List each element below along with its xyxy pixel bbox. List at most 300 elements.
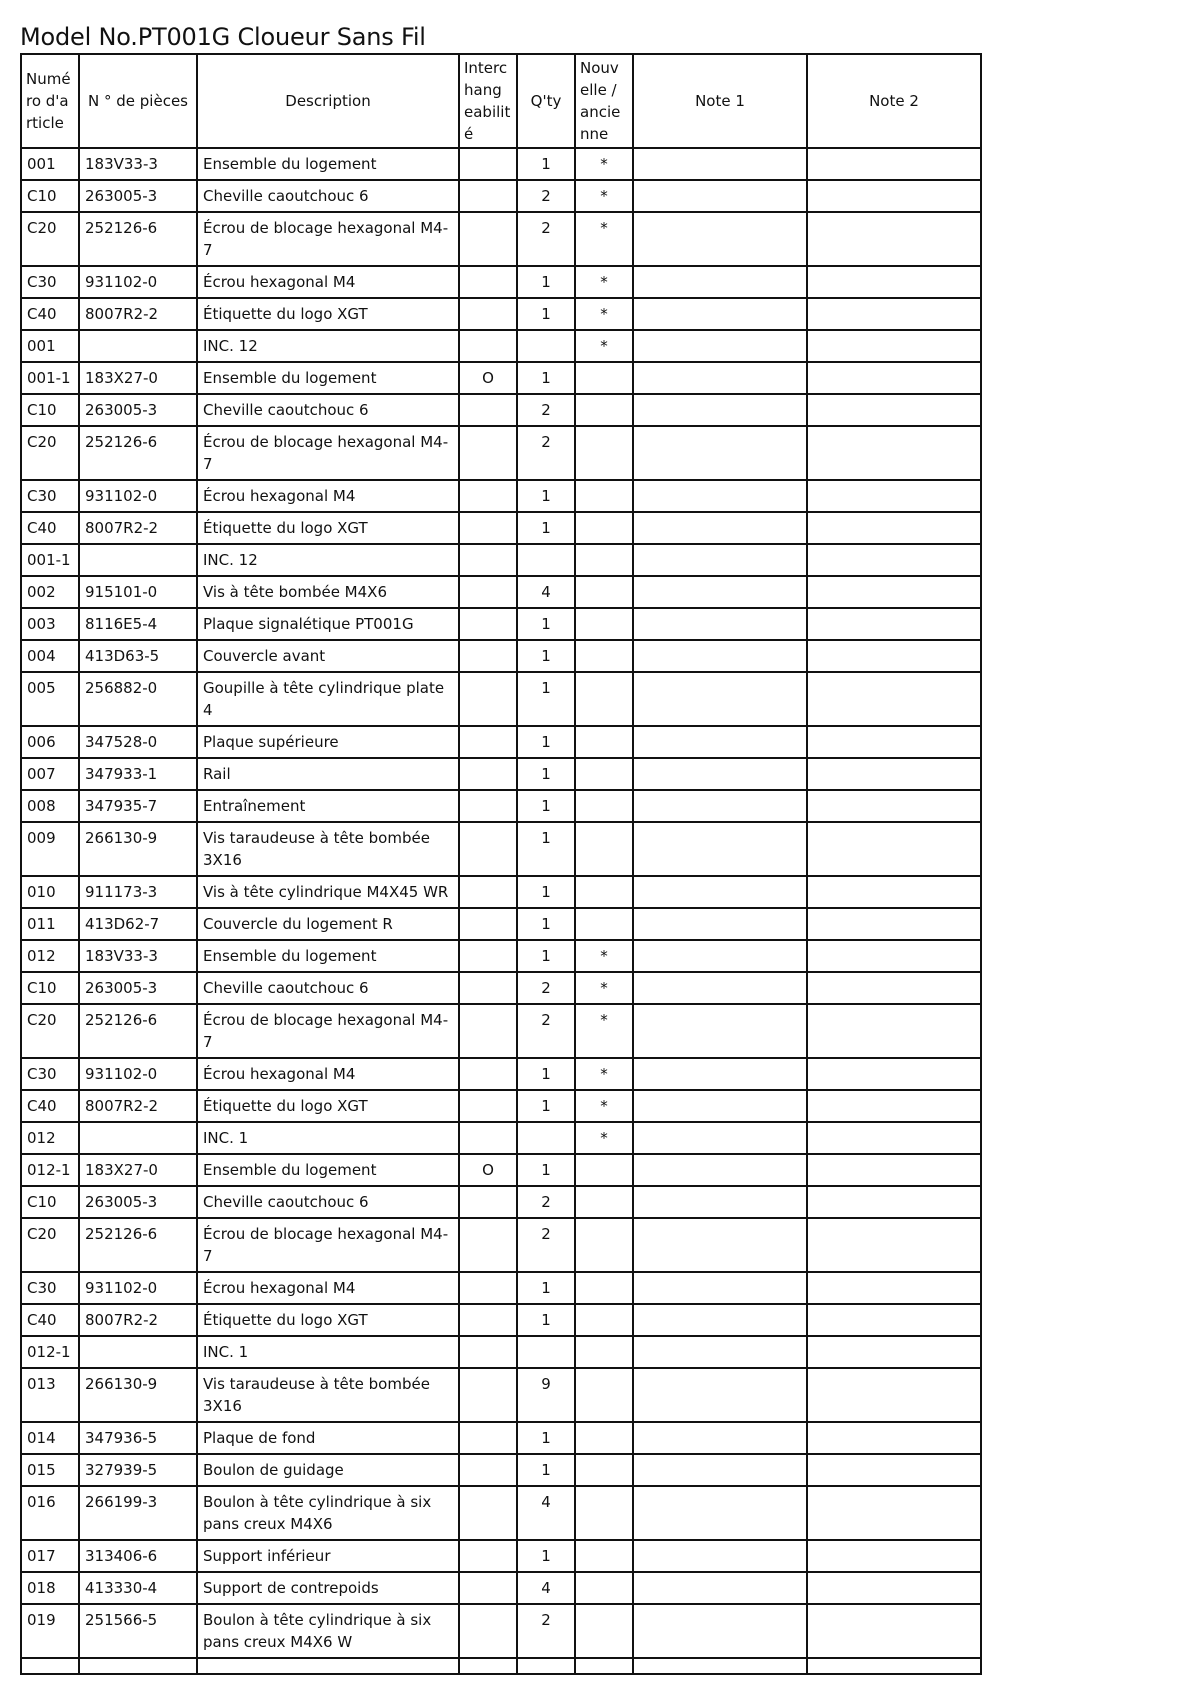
cell-description: Écrou de blocage hexagonal M4-7	[197, 1004, 459, 1058]
cell-new-old: *	[575, 298, 633, 330]
table-row	[21, 1218, 981, 1272]
cell-qty: 1	[517, 640, 575, 672]
cell-new-old: *	[575, 148, 633, 180]
cell-item-no: 018	[21, 1572, 79, 1604]
table-row	[21, 1004, 981, 1058]
cell-new-old	[575, 426, 633, 480]
cell-part-no: 8007R2-2	[79, 1304, 197, 1336]
cell-note1	[633, 480, 807, 512]
cell-item-no: 012	[21, 1122, 79, 1154]
cell-note2	[807, 298, 981, 330]
cell-note1	[633, 790, 807, 822]
cell-note1	[633, 908, 807, 940]
table-row	[21, 480, 981, 512]
cell-new-old: *	[575, 940, 633, 972]
cell-note1	[633, 426, 807, 480]
cell-note1	[633, 608, 807, 640]
cell-note1	[633, 266, 807, 298]
cell-new-old	[575, 1368, 633, 1422]
cell-part-no	[79, 1336, 197, 1368]
cell-note1	[633, 298, 807, 330]
cell-note2	[807, 1454, 981, 1486]
table-row	[21, 608, 981, 640]
cell-new-old: *	[575, 330, 633, 362]
cell-description: Étiquette du logo XGT	[197, 298, 459, 330]
table-row	[21, 1272, 981, 1304]
table-row	[21, 1604, 981, 1658]
cell-note2	[807, 1572, 981, 1604]
cell-qty: 1	[517, 758, 575, 790]
cell-interchangeability	[459, 1422, 517, 1454]
header-item-no: Numé ro d'a rticle	[21, 54, 79, 148]
table-row	[21, 394, 981, 426]
header-note2: Note 2	[807, 54, 981, 148]
cell-interchangeability	[459, 1090, 517, 1122]
cell-item-no: C10	[21, 1186, 79, 1218]
cell-part-no: 347933-1	[79, 758, 197, 790]
cell-note2	[807, 1604, 981, 1658]
cell-item-no: 003	[21, 608, 79, 640]
cell-item-no: 008	[21, 790, 79, 822]
cell-note1	[633, 1218, 807, 1272]
cell-description: Cheville caoutchouc 6	[197, 1186, 459, 1218]
cell-new-old: *	[575, 1004, 633, 1058]
cell-note2	[807, 790, 981, 822]
cell-note2	[807, 608, 981, 640]
cell-part-no: 183X27-0	[79, 1154, 197, 1186]
cell-note1	[633, 1090, 807, 1122]
cell-note2	[807, 1368, 981, 1422]
cell-new-old	[575, 1572, 633, 1604]
cell-interchangeability	[459, 330, 517, 362]
cell-qty: 1	[517, 1540, 575, 1572]
cell-item-no: C30	[21, 1058, 79, 1090]
cell-note2	[807, 1004, 981, 1058]
cell-qty: 1	[517, 1304, 575, 1336]
cell-part-no: 252126-6	[79, 1004, 197, 1058]
table-row	[21, 758, 981, 790]
cell-qty: 1	[517, 480, 575, 512]
cell-description: Étiquette du logo XGT	[197, 512, 459, 544]
cell-description: Boulon de guidage	[197, 1454, 459, 1486]
cell-interchangeability	[459, 908, 517, 940]
cell-item-no: 016	[21, 1486, 79, 1540]
cell-new-old	[575, 908, 633, 940]
cell-item-no: 001	[21, 330, 79, 362]
cell-part-no: 347935-7	[79, 790, 197, 822]
table-row	[21, 908, 981, 940]
cell-item-no: C40	[21, 298, 79, 330]
cell-note2	[807, 1058, 981, 1090]
table-row	[21, 1154, 981, 1186]
cell-qty: 9	[517, 1368, 575, 1422]
cell-note1	[633, 1572, 807, 1604]
cell-part-no: 266130-9	[79, 1368, 197, 1422]
cell-part-no: 256882-0	[79, 672, 197, 726]
cell-item-no: 009	[21, 822, 79, 876]
cell-description: Vis à tête bombée M4X6	[197, 576, 459, 608]
cell-note1	[633, 330, 807, 362]
cell-part-no: 931102-0	[79, 1058, 197, 1090]
cell-note2	[807, 1422, 981, 1454]
cell-new-old	[575, 362, 633, 394]
cell-description: Écrou hexagonal M4	[197, 480, 459, 512]
cell-description: Boulon à tête cylindrique à six pans creux M4X6	[197, 1486, 459, 1540]
table-row	[21, 726, 981, 758]
cell-description: Vis taraudeuse à tête bombée 3X16	[197, 1368, 459, 1422]
cell-item-no: 012-1	[21, 1336, 79, 1368]
cell-description: Support inférieur	[197, 1540, 459, 1572]
table-row	[21, 672, 981, 726]
cell-part-no	[79, 330, 197, 362]
cell-item-no: 019	[21, 1604, 79, 1658]
cell-interchangeability	[459, 544, 517, 576]
cell-interchangeability	[459, 1336, 517, 1368]
header-new-old: Nouv elle / ancie nne	[575, 54, 633, 148]
table-row	[21, 1368, 981, 1422]
cell-description: INC. 12	[197, 544, 459, 576]
cell-item-no: 010	[21, 876, 79, 908]
cell-description: Goupille à tête cylindrique plate 4	[197, 672, 459, 726]
cell-qty: 1	[517, 726, 575, 758]
cell-note2	[807, 266, 981, 298]
cell-note1	[633, 148, 807, 180]
cell-note2	[807, 426, 981, 480]
cell-description: Écrou de blocage hexagonal M4-7	[197, 426, 459, 480]
table-row	[21, 822, 981, 876]
cell-item-no: C10	[21, 180, 79, 212]
cell-new-old	[575, 576, 633, 608]
cell-description: Ensemble du logement	[197, 940, 459, 972]
cell-part-no: 931102-0	[79, 266, 197, 298]
table-row	[21, 876, 981, 908]
table-row	[21, 1122, 981, 1154]
cell-description: INC. 1	[197, 1122, 459, 1154]
cell-description: Plaque de fond	[197, 1422, 459, 1454]
cell-part-no: 183X27-0	[79, 362, 197, 394]
cell-item-no: C20	[21, 426, 79, 480]
cell-note1	[633, 1486, 807, 1540]
cell-note1	[633, 972, 807, 1004]
cell-new-old	[575, 1604, 633, 1658]
cell-interchangeability: O	[459, 362, 517, 394]
cell-qty: 2	[517, 212, 575, 266]
cell-description: Cheville caoutchouc 6	[197, 394, 459, 426]
cell-note2	[807, 362, 981, 394]
cell-description: Entraînement	[197, 790, 459, 822]
cell-qty	[517, 330, 575, 362]
cell-note2	[807, 822, 981, 876]
cell-qty: 2	[517, 1004, 575, 1058]
table-row	[21, 266, 981, 298]
cell-interchangeability	[459, 940, 517, 972]
cell-item-no: 013	[21, 1368, 79, 1422]
table-row-partial	[21, 1658, 981, 1674]
cell-description: Cheville caoutchouc 6	[197, 180, 459, 212]
cell-new-old	[575, 672, 633, 726]
cell-part-no: 263005-3	[79, 394, 197, 426]
table-row	[21, 330, 981, 362]
table-row	[21, 426, 981, 480]
header-qty: Q'ty	[517, 54, 575, 148]
cell-description: Vis à tête cylindrique M4X45 WR	[197, 876, 459, 908]
header-description: Description	[197, 54, 459, 148]
cell-note2	[807, 148, 981, 180]
cell-qty: 2	[517, 394, 575, 426]
cell-description: Écrou hexagonal M4	[197, 1272, 459, 1304]
cell-new-old	[575, 1186, 633, 1218]
cell-part-no: 347936-5	[79, 1422, 197, 1454]
table-row	[21, 362, 981, 394]
cell-item-no: 006	[21, 726, 79, 758]
cell-item-no: 012-1	[21, 1154, 79, 1186]
table-header-row	[21, 54, 981, 148]
cell-part-no: 915101-0	[79, 576, 197, 608]
cell-item-no: C30	[21, 480, 79, 512]
cell-note1	[633, 576, 807, 608]
cell-interchangeability	[459, 1368, 517, 1422]
cell-description: Étiquette du logo XGT	[197, 1304, 459, 1336]
cell-part-no: 8007R2-2	[79, 298, 197, 330]
cell-part-no	[79, 544, 197, 576]
cell-qty: 1	[517, 876, 575, 908]
cell-note1	[633, 394, 807, 426]
cell-qty: 2	[517, 1604, 575, 1658]
cell-note2	[807, 876, 981, 908]
cell-interchangeability	[459, 1058, 517, 1090]
cell-new-old	[575, 1304, 633, 1336]
cell-description: Couvercle du logement R	[197, 908, 459, 940]
table-row	[21, 1540, 981, 1572]
cell-qty: 1	[517, 822, 575, 876]
cell-interchangeability	[459, 608, 517, 640]
cell-part-no: 8007R2-2	[79, 512, 197, 544]
cell-item-no: 002	[21, 576, 79, 608]
cell-description: INC. 1	[197, 1336, 459, 1368]
cell-new-old: *	[575, 180, 633, 212]
cell-interchangeability	[459, 1218, 517, 1272]
cell-new-old	[575, 726, 633, 758]
cell-description: Rail	[197, 758, 459, 790]
header-interchangeability: Interc hang eabilit é	[459, 54, 517, 148]
cell-note2	[807, 1336, 981, 1368]
cell-note1	[633, 1004, 807, 1058]
table-row	[21, 298, 981, 330]
cell-part-no: 252126-6	[79, 426, 197, 480]
cell-note1	[633, 640, 807, 672]
cell-description: Cheville caoutchouc 6	[197, 972, 459, 1004]
cell-description: Étiquette du logo XGT	[197, 1090, 459, 1122]
cell-new-old	[575, 1154, 633, 1186]
cell-note1	[633, 1422, 807, 1454]
cell-item-no: 007	[21, 758, 79, 790]
cell-new-old	[575, 608, 633, 640]
table-row	[21, 1454, 981, 1486]
cell-qty: 1	[517, 512, 575, 544]
cell-item-no: C10	[21, 394, 79, 426]
cell-qty: 1	[517, 940, 575, 972]
cell-new-old: *	[575, 972, 633, 1004]
cell-new-old	[575, 1486, 633, 1540]
cell-qty: 2	[517, 1218, 575, 1272]
cell-item-no: C40	[21, 1304, 79, 1336]
cell-note2	[807, 1272, 981, 1304]
cell-note2	[807, 672, 981, 726]
cell-new-old: *	[575, 1058, 633, 1090]
cell-interchangeability	[459, 394, 517, 426]
cell-new-old	[575, 1218, 633, 1272]
cell-note1	[633, 1336, 807, 1368]
table-row	[21, 1422, 981, 1454]
cell-interchangeability	[459, 1454, 517, 1486]
cell-interchangeability	[459, 726, 517, 758]
cell-new-old	[575, 640, 633, 672]
table-row	[21, 1486, 981, 1540]
cell-note1	[633, 1604, 807, 1658]
cell-part-no: 313406-6	[79, 1540, 197, 1572]
cell-note1	[633, 362, 807, 394]
cell-note2	[807, 940, 981, 972]
cell-interchangeability	[459, 298, 517, 330]
cell-item-no: 014	[21, 1422, 79, 1454]
cell-part-no: 347528-0	[79, 726, 197, 758]
cell-qty: 2	[517, 180, 575, 212]
cell-item-no: 001-1	[21, 362, 79, 394]
cell-new-old	[575, 790, 633, 822]
cell-interchangeability	[459, 266, 517, 298]
cell-interchangeability	[459, 480, 517, 512]
cell-part-no: 413D63-5	[79, 640, 197, 672]
cell-new-old	[575, 876, 633, 908]
cell-qty: 4	[517, 1486, 575, 1540]
cell-part-no: 931102-0	[79, 1272, 197, 1304]
cell-note2	[807, 1218, 981, 1272]
cell-note1	[633, 1540, 807, 1572]
cell-interchangeability	[459, 1004, 517, 1058]
cell-interchangeability	[459, 148, 517, 180]
table-row	[21, 940, 981, 972]
cell-interchangeability	[459, 180, 517, 212]
cell-part-no: 263005-3	[79, 180, 197, 212]
cell-description: Ensemble du logement	[197, 1154, 459, 1186]
cell-note2	[807, 640, 981, 672]
cell-note2	[807, 394, 981, 426]
cell-description: Vis taraudeuse à tête bombée 3X16	[197, 822, 459, 876]
cell-qty: 2	[517, 1186, 575, 1218]
cell-item-no: C30	[21, 266, 79, 298]
cell-note2	[807, 1122, 981, 1154]
table-row	[21, 1304, 981, 1336]
cell-interchangeability	[459, 212, 517, 266]
cell-interchangeability	[459, 1486, 517, 1540]
table-row	[21, 180, 981, 212]
cell-new-old	[575, 480, 633, 512]
cell-note2	[807, 544, 981, 576]
cell-qty: 1	[517, 672, 575, 726]
header-note1: Note 1	[633, 54, 807, 148]
cell-qty: 1	[517, 298, 575, 330]
cell-description: Couvercle avant	[197, 640, 459, 672]
cell-note1	[633, 1154, 807, 1186]
cell-interchangeability	[459, 1304, 517, 1336]
cell-part-no: 413330-4	[79, 1572, 197, 1604]
cell-item-no: 015	[21, 1454, 79, 1486]
cell-new-old	[575, 1454, 633, 1486]
cell-note1	[633, 544, 807, 576]
cell-interchangeability: O	[459, 1154, 517, 1186]
cell-item-no: 012	[21, 940, 79, 972]
cell-note1	[633, 1122, 807, 1154]
cell-qty	[517, 1336, 575, 1368]
cell-item-no: C30	[21, 1272, 79, 1304]
cell-interchangeability	[459, 758, 517, 790]
cell-item-no: 001	[21, 148, 79, 180]
cell-part-no	[79, 1122, 197, 1154]
table-row	[21, 576, 981, 608]
cell-part-no: 8116E5-4	[79, 608, 197, 640]
cell-note2	[807, 1154, 981, 1186]
cell-note1	[633, 672, 807, 726]
cell-part-no: 413D62-7	[79, 908, 197, 940]
table-row	[21, 1336, 981, 1368]
cell-new-old: *	[575, 1090, 633, 1122]
table-row	[21, 972, 981, 1004]
cell-part-no: 266130-9	[79, 822, 197, 876]
cell-qty: 1	[517, 1058, 575, 1090]
cell-description: Écrou de blocage hexagonal M4-7	[197, 212, 459, 266]
cell-note2	[807, 1486, 981, 1540]
cell-interchangeability	[459, 426, 517, 480]
table-row	[21, 148, 981, 180]
cell-new-old: *	[575, 1122, 633, 1154]
cell-note1	[633, 726, 807, 758]
cell-qty: 1	[517, 1454, 575, 1486]
cell-new-old	[575, 758, 633, 790]
cell-note2	[807, 512, 981, 544]
cell-new-old: *	[575, 212, 633, 266]
cell-qty: 1	[517, 908, 575, 940]
cell-qty: 1	[517, 1272, 575, 1304]
cell-item-no: 005	[21, 672, 79, 726]
cell-part-no: 327939-5	[79, 1454, 197, 1486]
table-row	[21, 1090, 981, 1122]
cell-note2	[807, 908, 981, 940]
cell-interchangeability	[459, 672, 517, 726]
cell-note1	[633, 1368, 807, 1422]
cell-note2	[807, 1304, 981, 1336]
cell-interchangeability	[459, 1272, 517, 1304]
cell-part-no: 266199-3	[79, 1486, 197, 1540]
cell-part-no: 251566-5	[79, 1604, 197, 1658]
cell-part-no: 252126-6	[79, 1218, 197, 1272]
cell-interchangeability	[459, 1186, 517, 1218]
cell-interchangeability	[459, 1604, 517, 1658]
cell-description: Écrou hexagonal M4	[197, 266, 459, 298]
cell-qty: 1	[517, 148, 575, 180]
cell-part-no: 263005-3	[79, 1186, 197, 1218]
cell-item-no: 017	[21, 1540, 79, 1572]
table-row	[21, 212, 981, 266]
cell-note2	[807, 330, 981, 362]
cell-qty: 1	[517, 266, 575, 298]
cell-item-no: C20	[21, 212, 79, 266]
cell-interchangeability	[459, 1572, 517, 1604]
cell-item-no: 011	[21, 908, 79, 940]
cell-note2	[807, 212, 981, 266]
table-row	[21, 640, 981, 672]
cell-new-old	[575, 394, 633, 426]
table-row	[21, 544, 981, 576]
